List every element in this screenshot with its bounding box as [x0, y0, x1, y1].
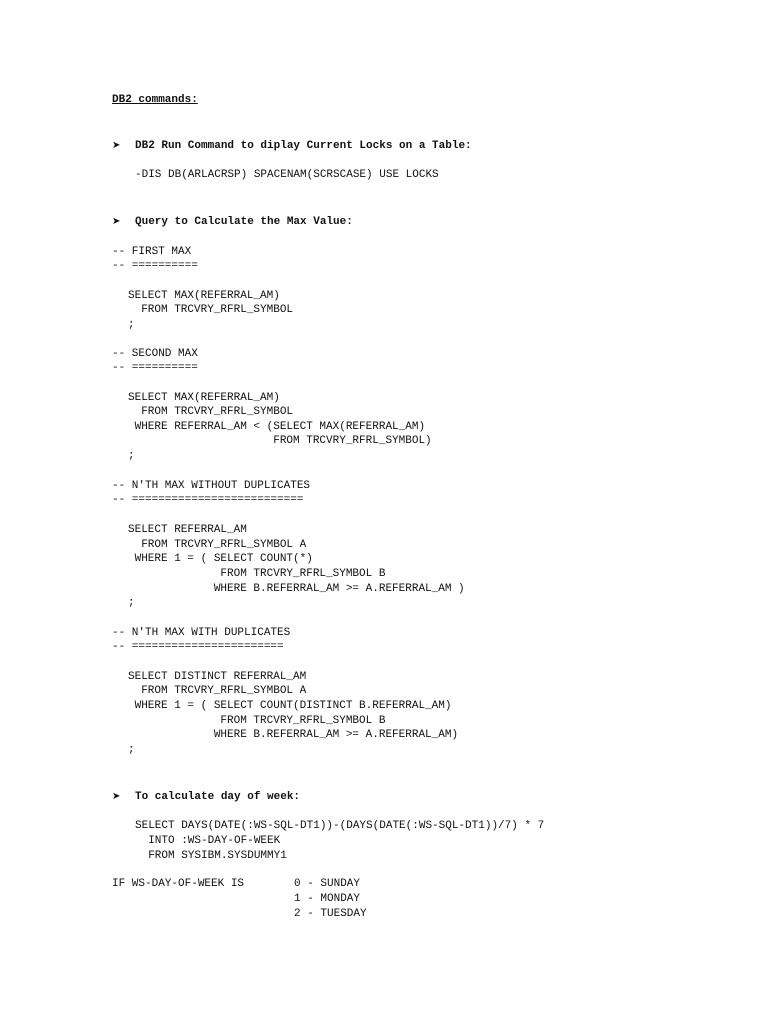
- first-max-comment: -- FIRST MAX: [112, 246, 192, 258]
- arrow-bullet-icon: ➤: [112, 216, 121, 227]
- code-line: FROM TRCVRY_RFRL_SYMBOL): [128, 435, 432, 447]
- code-line: INTO :WS-DAY-OF-WEEK: [135, 835, 281, 847]
- code-line: WHERE 1 = ( SELECT COUNT(*): [128, 553, 313, 565]
- second-max-underline: -- ==========: [112, 362, 198, 374]
- code-line: FROM SYSIBM.SYSDUMMY1: [135, 850, 287, 862]
- first-max-underline: -- ==========: [112, 260, 198, 272]
- code-line: ;: [128, 744, 135, 756]
- nth-no-dup-comment: -- N'TH MAX WITHOUT DUPLICATES: [112, 480, 311, 492]
- code-line: SELECT DAYS(DATE(:WS-SQL-DT1))-(DAYS(DATE(:WS-SQL-DT1))/7) * 7: [135, 820, 545, 832]
- locks-heading: DB2 Run Command to diplay Current Locks on a Table:: [135, 140, 472, 152]
- day-item: 1 - MONDAY: [294, 893, 361, 905]
- code-line: FROM TRCVRY_RFRL_SYMBOL: [128, 304, 294, 316]
- code-line: SELECT MAX(REFERRAL_AM): [128, 290, 280, 302]
- code-line: WHERE REFERRAL_AM < (SELECT MAX(REFERRAL_AM): [128, 421, 426, 433]
- day-item: 0 - SUNDAY: [294, 878, 361, 890]
- code-line: WHERE B.REFERRAL_AM >= A.REFERRAL_AM): [128, 729, 459, 741]
- document-title: DB2 commands:: [112, 94, 198, 106]
- code-line: FROM TRCVRY_RFRL_SYMBOL A: [128, 685, 307, 697]
- nth-dup-comment: -- N'TH MAX WITH DUPLICATES: [112, 627, 291, 639]
- code-line: ;: [128, 450, 135, 462]
- code-line: WHERE B.REFERRAL_AM >= A.REFERRAL_AM ): [128, 583, 465, 595]
- code-line: FROM TRCVRY_RFRL_SYMBOL B: [128, 568, 386, 580]
- arrow-bullet-icon: ➤: [112, 791, 121, 802]
- code-line: SELECT REFERRAL_AM: [128, 524, 247, 536]
- code-line: SELECT MAX(REFERRAL_AM): [128, 392, 280, 404]
- code-line: FROM TRCVRY_RFRL_SYMBOL A: [128, 539, 307, 551]
- max-value-heading: Query to Calculate the Max Value:: [135, 216, 353, 228]
- nth-no-dup-underline: -- ==========================: [112, 494, 304, 506]
- day-item: 2 - TUESDAY: [294, 908, 367, 920]
- arrow-bullet-icon: ➤: [112, 140, 121, 151]
- code-line: ;: [128, 319, 135, 331]
- second-max-comment: -- SECOND MAX: [112, 348, 198, 360]
- code-line: WHERE 1 = ( SELECT COUNT(DISTINCT B.REFERRAL_AM): [128, 700, 452, 712]
- code-line: SELECT DISTINCT REFERRAL_AM: [128, 671, 307, 683]
- nth-dup-underline: -- =======================: [112, 641, 284, 653]
- if-label: IF WS-DAY-OF-WEEK IS: [112, 878, 245, 890]
- code-line: FROM TRCVRY_RFRL_SYMBOL: [128, 406, 294, 418]
- code-line: FROM TRCVRY_RFRL_SYMBOL B: [128, 715, 386, 727]
- day-of-week-heading: To calculate day of week:: [135, 791, 301, 803]
- code-line: ;: [128, 597, 135, 609]
- locks-command: -DIS DB(ARLACRSP) SPACENAM(SCRSCASE) USE LOCKS: [135, 169, 439, 181]
